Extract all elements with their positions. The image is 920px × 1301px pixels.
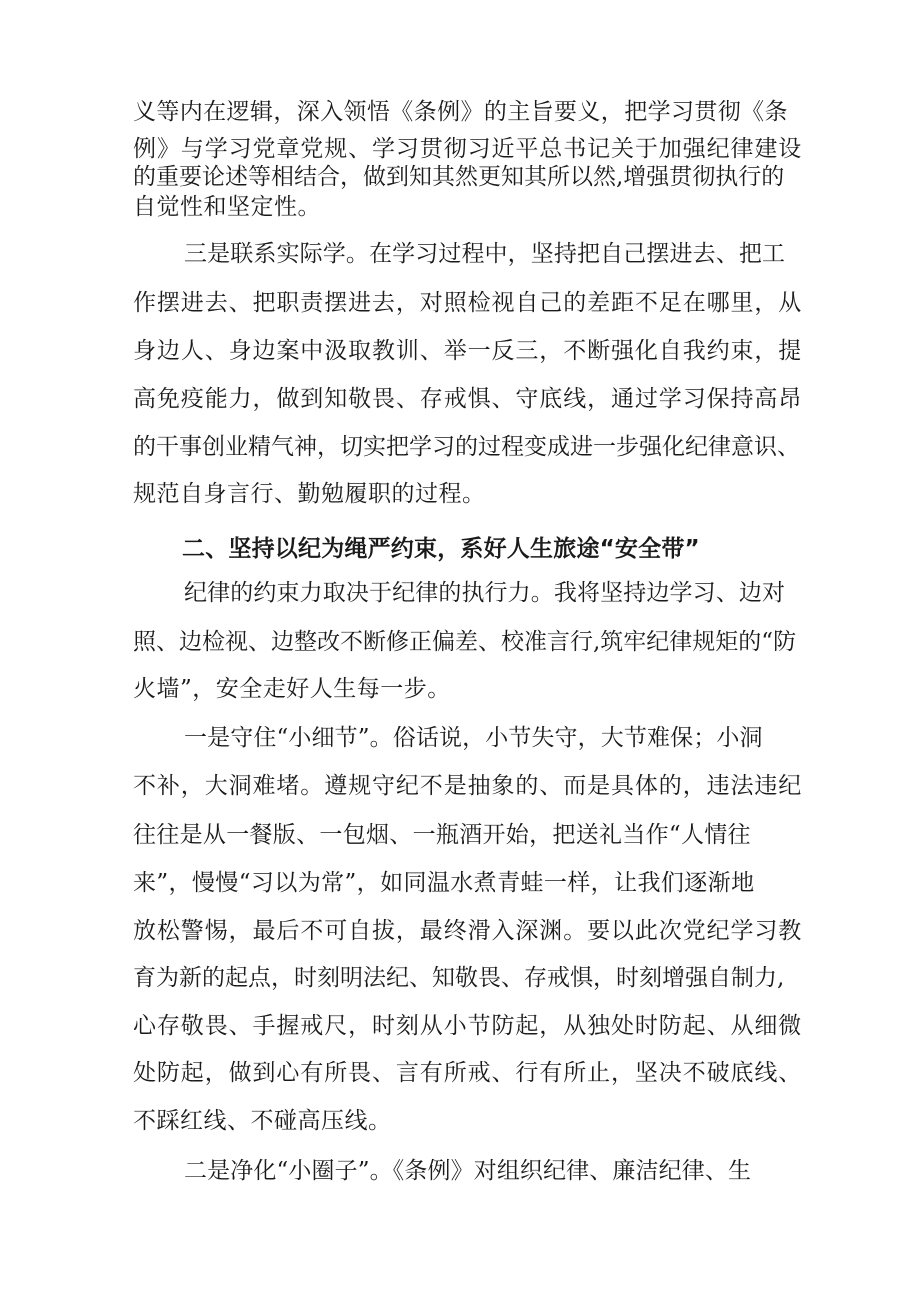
paragraph-1-line-2: 例》与学习党章党规、学习贯彻习近平总书记关于加强纪律建设 (133, 136, 803, 162)
paragraph-2-line-6: 规范自身言行、勤勉履职的过程。 (133, 481, 486, 507)
paragraph-4-line-1: 一是守住“小细节”。俗话说，小节失守，大节难保；小洞 (184, 725, 763, 751)
paragraph-5-line-1: 二是净化“小圈子”。《条例》对组织纪律、廉洁纪律、生 (184, 1158, 752, 1184)
paragraph-4-line-7: 心存敬畏、手握戒尺，时刻从小节防起，从独处时防起、从细微 (133, 1013, 803, 1039)
paragraph-1-line-1: 义等内在逻辑，深入领悟《条例》的主旨要义，把学习贯彻《条 (133, 99, 788, 125)
paragraph-2-line-5: 的干事创业精气神，切实把学习的过程变成进一步强化纪律意识、 (133, 434, 800, 460)
paragraph-1-line-3: 的重要论述等相结合，做到知其然更知其所以然,增强贯彻执行的 (133, 164, 785, 190)
paragraph-4-line-5: 放松警惕，最后不可自拔，最终滑入深渊。要以此次党纪学习教 (133, 918, 803, 944)
paragraph-4-line-6: 育为新的起点，时刻明法纪、知敬畏、存戒惧，时刻增强自制力, (133, 965, 785, 991)
paragraph-4-line-2: 不补，大洞难堵。遵规守纪不是抽象的、而是具体的，违法违纪 (133, 773, 803, 799)
paragraph-2-line-1: 三是联系实际学。在学习过程中，坚持把自己摆进去、把工 (184, 241, 786, 267)
paragraph-2-line-4: 高免疫能力，做到知敬畏、存戒惧、守底线，通过学习保持高昂 (133, 386, 803, 412)
section-heading: 二、坚持以纪为绳严约束，系好人生旅途“安全带” (182, 536, 700, 562)
paragraph-2-line-2: 作摆进去、把职责摆进去，对照检视自己的差距不足在哪里，从 (133, 290, 803, 316)
paragraph-1-line-4: 自觉性和坚定性。 (133, 194, 321, 220)
paragraph-3-line-1: 纪律的约束力取决于纪律的执行力。我将坚持边学习、边对 (184, 580, 786, 606)
paragraph-4-line-4: 来”，慢慢“习以为常”，如同温水煮青蛙一样，让我们逐渐地 (133, 870, 755, 896)
paragraph-3-line-3: 火墙”，安全走好人生每一步。 (133, 676, 451, 702)
paragraph-3-line-2: 照、边检视、边整改不断修正偏差、校准言行,筑牢纪律规矩的“防 (133, 629, 797, 655)
paragraph-4-line-3: 往往是从一餐版、一包烟、一瓶酒开始，把送礼当作“人情往 (133, 822, 751, 848)
paragraph-4-line-9: 不踩红线、不碰高压线。 (133, 1108, 392, 1134)
paragraph-2-line-3: 身边人、身边案中汲取教训、举一反三，不断强化自我约束，提 (133, 338, 803, 364)
paragraph-4-line-8: 处防起，做到心有所畏、言有所戒、行有所止，坚决不破底线、 (133, 1060, 803, 1086)
